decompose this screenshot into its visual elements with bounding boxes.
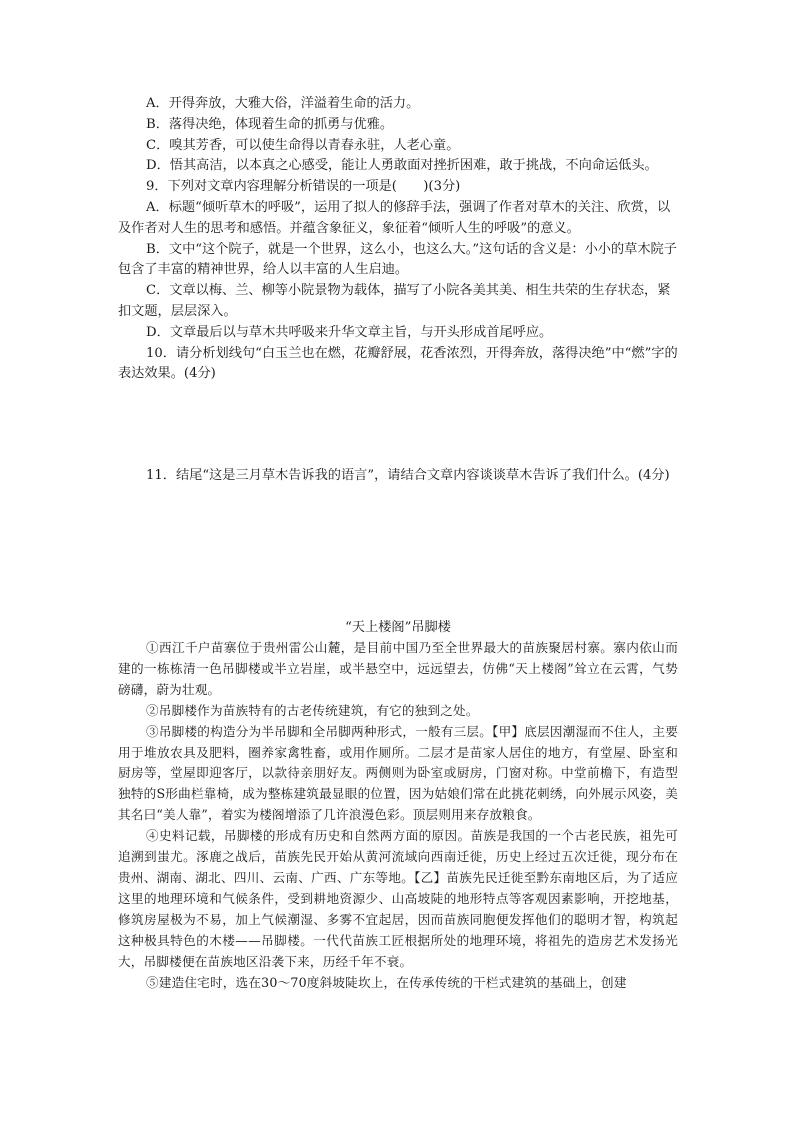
question-11: 11．结尾“这是三月草木告诉我的语言”，请结合文章内容谈谈草木告诉了我们什么。(4分): [146, 468, 670, 484]
question-section: [118, 94, 678, 487]
paragraph-2: ②吊脚楼作为苗族特有的古老传统建筑，有它的独到之处。: [146, 702, 479, 718]
question-9-option-a: A．标题“倾听草木的呼吸”，运用了拟人的修辞手法，强调了作者对草木的关注、欣赏，以及作者对人生的思考和感悟。并蕴含象征义，象征着“倾听人生的呼吸”的意义。: [118, 199, 671, 236]
option-b: B．落得决绝，体现着生命的抓勇与优雅。: [146, 116, 394, 132]
paragraph-1: ①西江千户苗寨位于贵州雷公山麓，是目前中国乃至全世界最大的苗族聚居村寨。寨内依山而建的一栋栋清一色吊脚楼或半立岩崖，或半悬空中，远远望去，仿佛“天上楼阁”耸立在云霄，气势磅礴，蔚为壮观。: [118, 640, 678, 697]
paragraph-3: ③吊脚楼的构造分为半吊脚和全吊脚两种形式，一般有三层。【甲】底层因潮湿而不住人，主要用于堆放农具及肥料，圈养家禽牲畜，或用作厕所。二层才是苗家人居住的地方，有堂屋、卧室和厨房等，堂屋即迎客厅，以款待亲朋好友。两侧则为卧室或厨房，门窗对称。中堂前檐下，有造型独特的S形曲栏靠椅，成为整栋建筑最显眼的位置，因为姑娘们常在此挑花刺绣，向外展示风姿，美其名曰“美人靠”，着实为楼阁增添了几许浪漫色彩。顶层则用来存放粮食。: [118, 723, 678, 823]
paragraph-4: ④史料记载，吊脚楼的形成有历史和自然两方面的原因。苗族是我国的一个古老民族，祖先可追溯到蚩尤。涿鹿之战后，苗族先民开始从黄河流域向西南迁徙，历史上经过五次迁徙，现分布在贵州、湖南、湖北、四川、云南、广西、广东等地。【乙】苗族先民迁徙至黔东南地区后，为了适应这里的地理环境和气候条件，受到耕地资源少、山高坡陡的地形特点等客观因素影响，开挖地基，修筑房屋极为不易，加上气候潮湿、多雾不宜起居，因而苗族同胞便发挥他们的聪明才智，构筑起这种极具特色的木楼——吊脚楼。一代代苗族工匠根据所处的地理环境，将祖先的造房艺术发扬光大，吊脚楼便在苗族地区沿袭下来，历经千年不衰。: [118, 828, 678, 969]
question-10: 10．请分析划线句“白玉兰也在燃，花瓣舒展，花香浓烈，开得奔放，落得决绝”中“燃”字的表达效果。(4分): [118, 345, 678, 382]
option-d: D．悟其高洁，以本真之心感受，能让人勇敢面对挫折困难，敢于挑战，不向命运低头。: [146, 158, 658, 174]
option-a: A．开得奔放，大雅大俗，洋溢着生命的活力。: [146, 96, 420, 111]
question-9-option-d: D．文章最后以与草木共呼吸来升华文章主旨，与开头形成首尾呼应。: [146, 324, 553, 340]
article-title: “天上楼阁”吊脚楼: [345, 620, 451, 635]
option-c: C．嗅其芳香，可以使生命得以青春永驻，人老心童。: [146, 137, 460, 153]
question-9-option-b: B．文中“这个院子，就是一个世界，这么小，也这么大。”这句话的含义是：小小的草木院子包含了丰富的精神世界，给人以丰富的人生启迪。: [118, 241, 677, 278]
question-9-stem: 9．下列对文章内容理解分析错误的一项是( )(3分): [146, 179, 461, 195]
question-9-option-c: C．文章以梅、兰、柳等小院景物为载体，描写了小院各美其美、相生共荣的生存状态，紧扣文题，层层深入。: [118, 283, 671, 319]
paragraph-5: ⑤建造住宅时，选在30～70度斜坡陡坎上，在传承传统的干栏式建筑的基础上，创建: [146, 974, 627, 990]
article-body: [118, 638, 678, 993]
